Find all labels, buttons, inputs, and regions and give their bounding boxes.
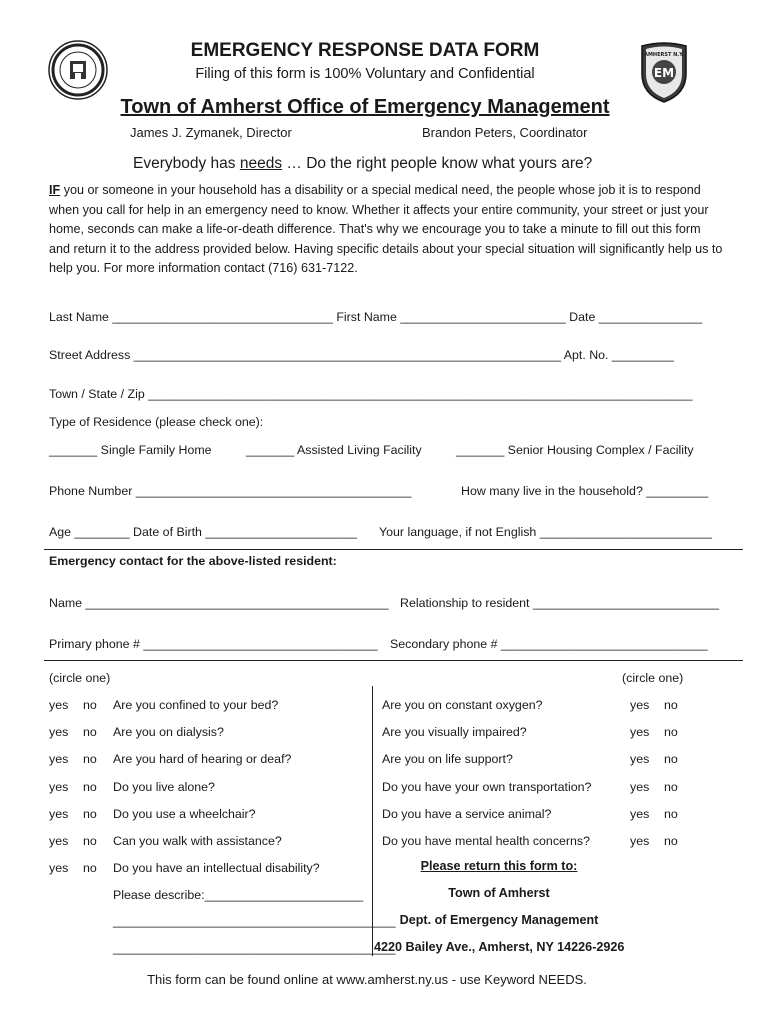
- badge-label: AMHERST N.Y.: [644, 52, 684, 58]
- name-date-fields[interactable]: Last Name ________________________________ First Name ________________________ Date _______________: [49, 310, 703, 324]
- yes-option[interactable]: yes: [49, 752, 69, 766]
- yes-option[interactable]: yes: [630, 725, 650, 739]
- question-text: Do you have a service animal?: [382, 807, 552, 821]
- no-option[interactable]: no: [83, 834, 97, 848]
- question-text: Are you on life support?: [382, 752, 513, 766]
- question-text: Are you hard of hearing or deaf?: [113, 752, 292, 766]
- secondary-phone-field[interactable]: Secondary phone # ______________________________: [390, 637, 708, 651]
- question-text: Do you use a wheelchair?: [113, 807, 256, 821]
- emergency-name-field[interactable]: Name ____________________________________________: [49, 596, 389, 610]
- question-text: Can you walk with assistance?: [113, 834, 282, 848]
- no-option[interactable]: no: [83, 725, 97, 739]
- question-text: Are you visually impaired?: [382, 725, 527, 739]
- emergency-contact-heading: Emergency contact for the above-listed resident:: [49, 554, 337, 568]
- intro-paragraph: IF you or someone in your household has a disability or a special medical need, the people whose job it is to respond when you call for help in an emergency need to know. Whether it affects your entire community, your street or just your home, seconds can make a life-or-death difference. That's why we encourage you to take a minute to fill out this form and return it to the address provided below. Having specific details about your special situation will significantly help us to help you. For more information contact (716) 631-7122.: [49, 183, 723, 275]
- assisted-living-checkbox[interactable]: _______ Assisted Living Facility: [246, 443, 422, 457]
- describe-line[interactable]: _________________________________________: [113, 941, 396, 955]
- yes-option[interactable]: yes: [49, 807, 69, 821]
- no-option[interactable]: no: [83, 698, 97, 712]
- no-option[interactable]: no: [664, 834, 678, 848]
- street-address-field[interactable]: Street Address ______________________________________________________________ Apt. No. _________: [49, 348, 674, 362]
- question-text: Are you on constant oxygen?: [382, 698, 543, 712]
- yes-option[interactable]: yes: [49, 698, 69, 712]
- return-line-1: Town of Amherst: [448, 886, 550, 900]
- director-name: James J. Zymanek, Director: [130, 125, 292, 140]
- no-option[interactable]: no: [664, 807, 678, 821]
- no-option[interactable]: no: [83, 807, 97, 821]
- question-text: Do you live alone?: [113, 780, 215, 794]
- office-name: Town of Amherst Office of Emergency Management: [120, 96, 610, 118]
- no-option[interactable]: no: [83, 752, 97, 766]
- question-text: Are you on dialysis?: [113, 725, 224, 739]
- yes-option[interactable]: yes: [49, 780, 69, 794]
- yes-option[interactable]: yes: [630, 834, 650, 848]
- yes-option[interactable]: yes: [630, 752, 650, 766]
- yes-option[interactable]: yes: [49, 834, 69, 848]
- question-text: Do you have your own transportation?: [382, 780, 592, 794]
- describe-line[interactable]: _________________________________________: [113, 914, 396, 928]
- form-title: EMERGENCY RESPONSE DATA FORM: [190, 40, 540, 61]
- tagline: Everybody has needs … Do the right people know what yours are?: [133, 155, 593, 172]
- single-family-home-checkbox[interactable]: _______ Single Family Home: [49, 443, 212, 457]
- town-state-zip-field[interactable]: Town / State / Zip _______________________________________________________________________________: [49, 387, 693, 401]
- question-text: Do you have an intellectual disability?: [113, 861, 320, 875]
- footer-note: This form can be found online at www.amherst.ny.us - use Keyword NEEDS.: [147, 972, 587, 987]
- yes-option[interactable]: yes: [630, 807, 650, 821]
- residence-type-label: Type of Residence (please check one):: [49, 415, 264, 429]
- household-count-field[interactable]: How many live in the household? _________: [461, 484, 709, 498]
- no-option[interactable]: no: [83, 861, 97, 875]
- no-option[interactable]: no: [664, 698, 678, 712]
- question-text: Do you have mental health concerns?: [382, 834, 591, 848]
- yes-option[interactable]: yes: [630, 698, 650, 712]
- no-option[interactable]: no: [664, 725, 678, 739]
- circle-one-label-left: (circle one): [49, 671, 111, 685]
- age-dob-fields[interactable]: Age ________ Date of Birth ______________________: [49, 525, 357, 539]
- section-divider: [44, 660, 743, 661]
- question-text: Are you confined to your bed?: [113, 698, 279, 712]
- relationship-field[interactable]: Relationship to resident ___________________________: [400, 596, 719, 610]
- yes-option[interactable]: yes: [49, 725, 69, 739]
- return-line-2: Dept. of Emergency Management: [399, 913, 599, 927]
- return-heading: Please return this form to:: [420, 859, 578, 873]
- no-option[interactable]: no: [83, 780, 97, 794]
- no-option[interactable]: no: [664, 780, 678, 794]
- yes-option[interactable]: yes: [49, 861, 69, 875]
- language-field[interactable]: Your language, if not English _________________________: [379, 525, 713, 539]
- form-subtitle: Filing of this form is 100% Voluntary and Confidential: [195, 66, 535, 82]
- yes-option[interactable]: yes: [630, 780, 650, 794]
- phone-number-field[interactable]: Phone Number ________________________________________: [49, 484, 412, 498]
- describe-field[interactable]: Please describe:_______________________: [113, 888, 364, 902]
- coordinator-name: Brandon Peters, Coordinator: [422, 125, 588, 140]
- section-divider: [44, 549, 743, 550]
- return-line-3: 4220 Bailey Ave., Amherst, NY 14226-2926: [374, 940, 625, 954]
- senior-housing-checkbox[interactable]: _______ Senior Housing Complex / Facility: [456, 443, 694, 457]
- badge-mark: EM: [653, 66, 675, 80]
- no-option[interactable]: no: [664, 752, 678, 766]
- primary-phone-field[interactable]: Primary phone # __________________________________: [49, 637, 378, 651]
- circle-one-label-right: (circle one): [622, 671, 684, 685]
